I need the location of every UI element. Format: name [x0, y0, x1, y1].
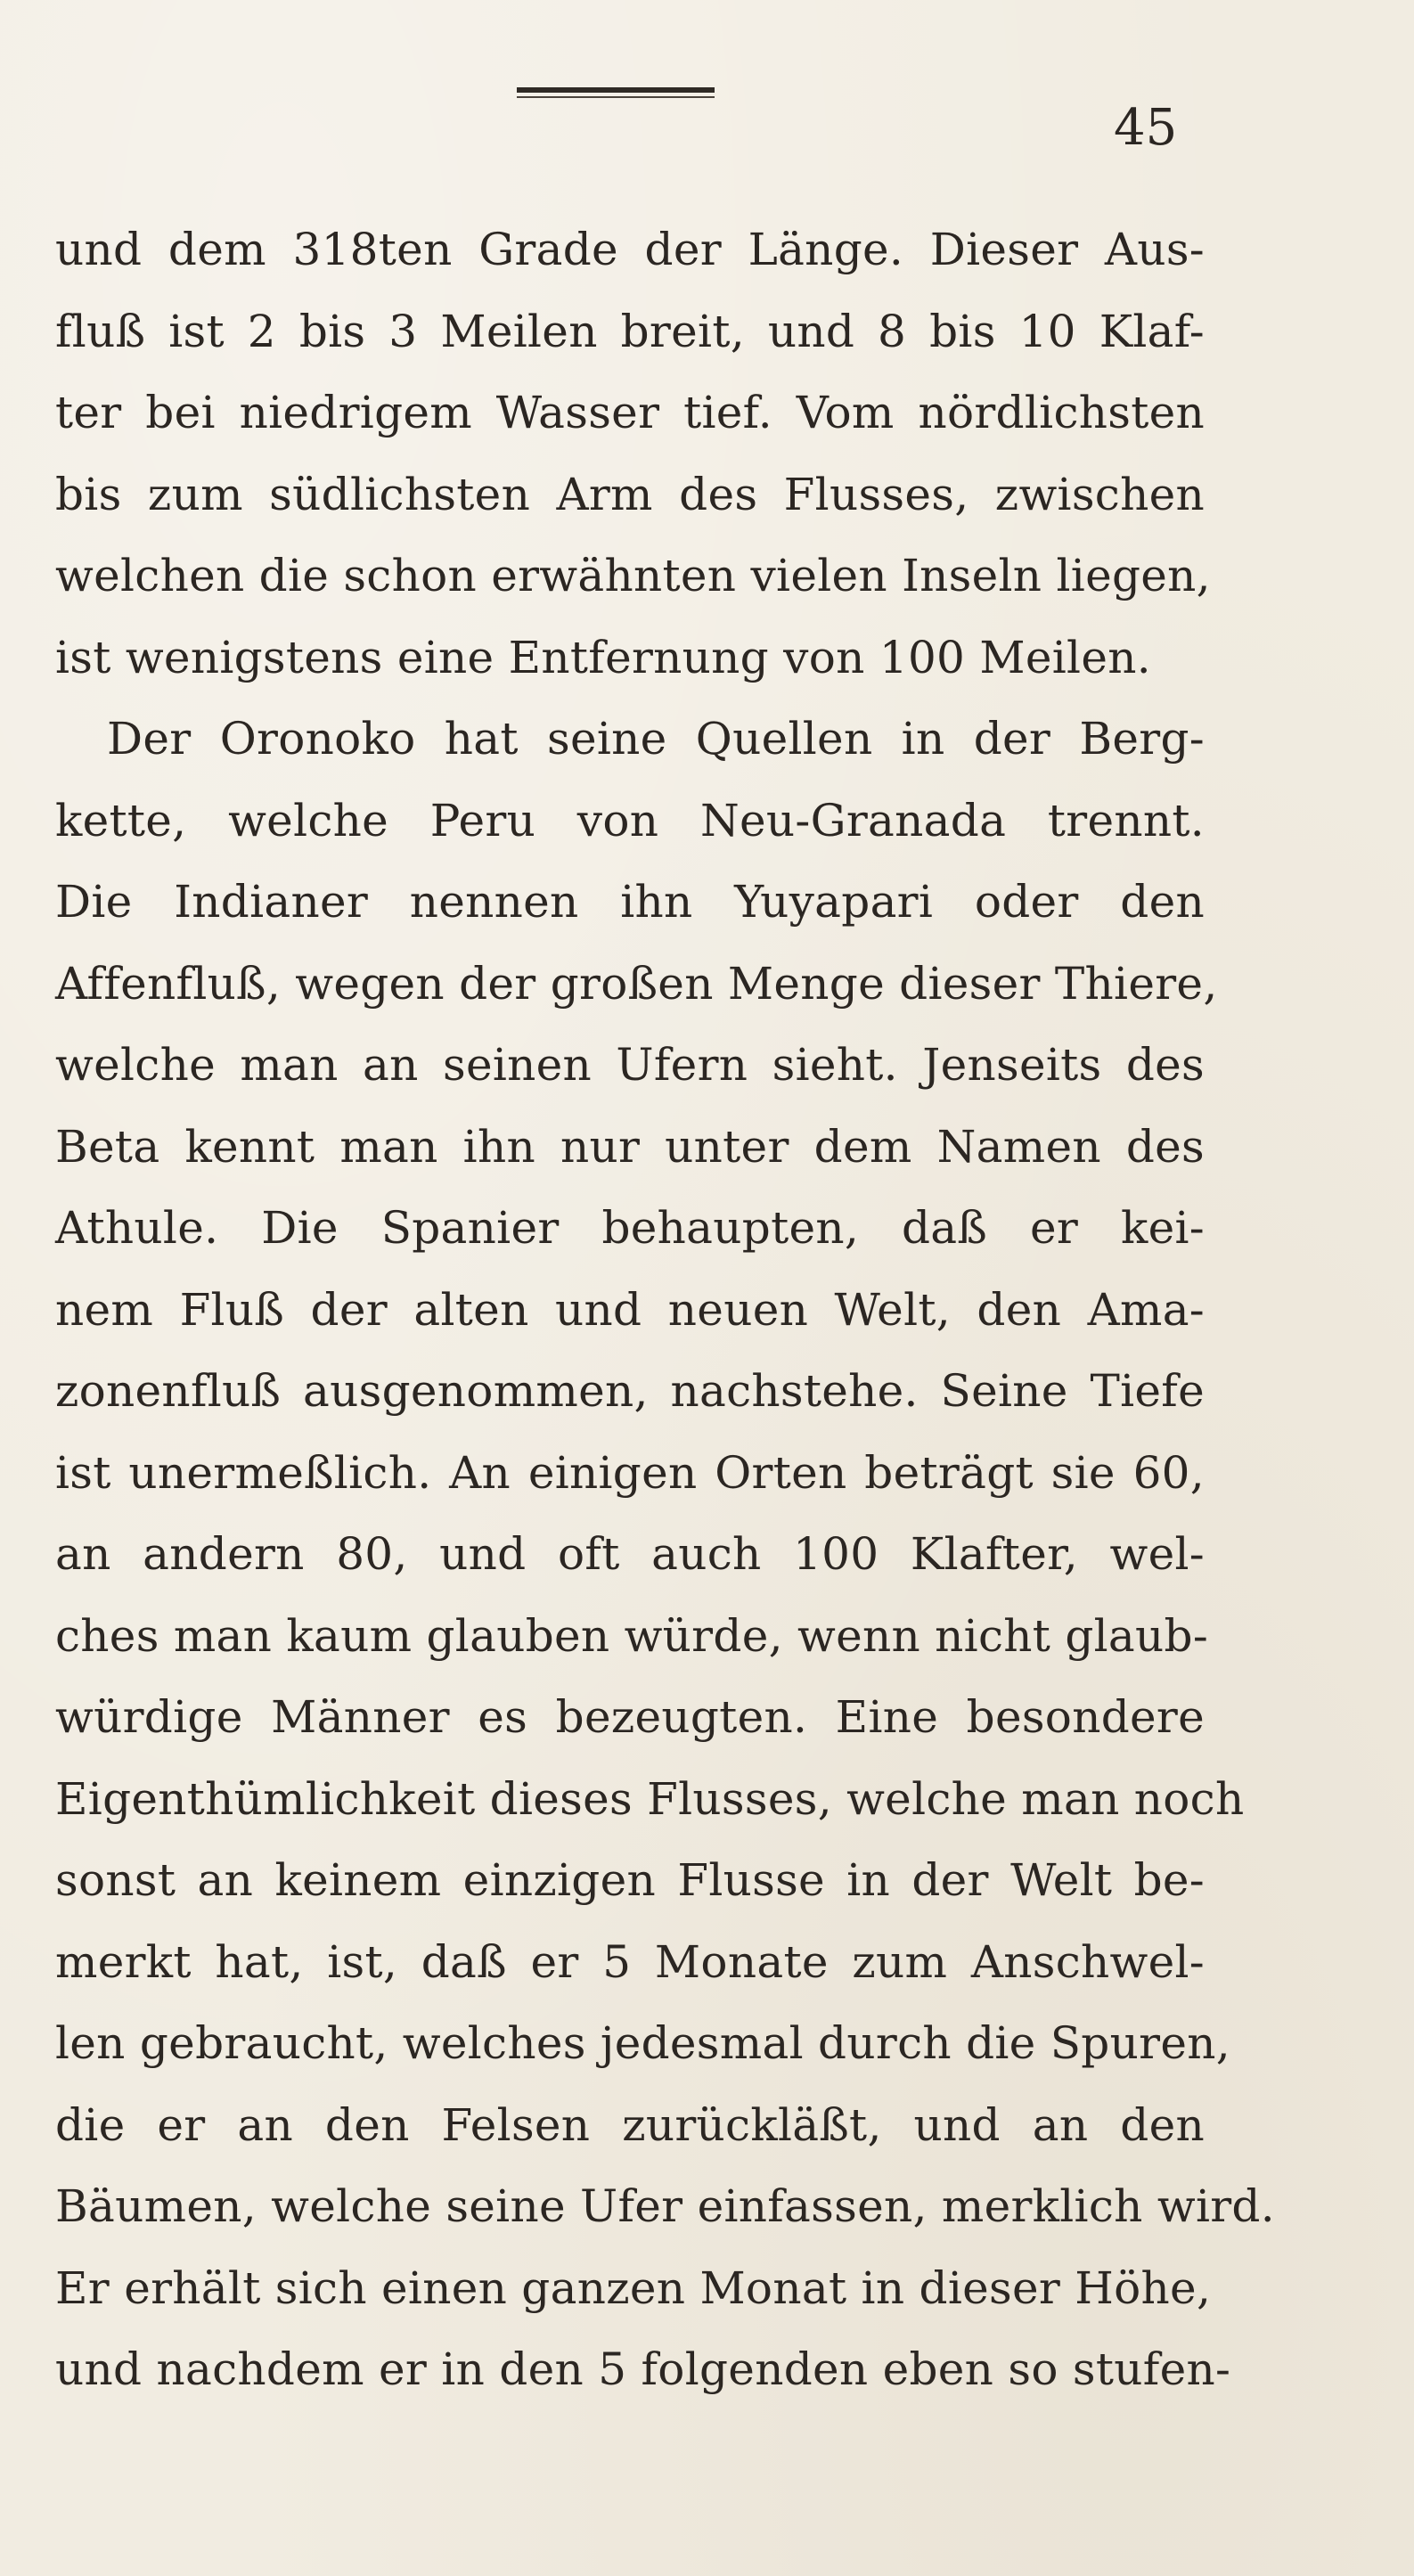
text-line: ches man kaum glauben würde, wenn nicht glaub- — [55, 1609, 1209, 1662]
text-line: Athule. Die Spanier behaupten, daß er kei- — [55, 1202, 1205, 1254]
text-line: welche man an seinen Ufern sieht. Jenseits des — [55, 1039, 1205, 1091]
text-line: Er erhält sich einen ganzen Monat in dieser Höhe, — [55, 2261, 1212, 2314]
text-line: fluß ist 2 bis 3 Meilen breit, und 8 bis 10 Klaf- — [55, 305, 1205, 357]
text-line: die er an den Felsen zurückläßt, und an den — [55, 2098, 1205, 2151]
text-line: Affenfluß, wegen der großen Menge dieser Thiere, — [55, 957, 1218, 1010]
header-rule — [517, 87, 715, 100]
text-line: würdige Männer es bezeugten. Eine besondere — [55, 1691, 1205, 1743]
header-rule-thick-line — [517, 87, 715, 93]
text-line: und dem 318ten Grade der Länge. Dieser Aus- — [55, 224, 1205, 275]
text-line: zonenfluß ausgenommen, nachstehe. Seine Tiefe — [55, 1365, 1205, 1417]
page-number: 45 — [1114, 99, 1178, 157]
paragraph-start-line: Der Oronoko hat seine Quellen in der Berg- — [107, 713, 1205, 765]
text-line: und nachdem er in den 5 folgenden eben so stufen- — [55, 2343, 1231, 2395]
text-line: welchen die schon erwähnten vielen Inseln liegen, — [55, 550, 1211, 601]
text-line: Beta kennt man ihn nur unter dem Namen des — [55, 1120, 1205, 1173]
text-line: Bäumen, welche seine Ufer einfassen, merklich wird. — [55, 2180, 1275, 2232]
body-text — [55, 209, 1275, 2411]
header-rule-thin-line — [517, 96, 715, 98]
text-line: len gebraucht, welches jedesmal durch die Spuren, — [55, 2017, 1230, 2069]
text-line: an andern 80, und oft auch 100 Klafter, wel- — [55, 1528, 1205, 1580]
text-line: ter bei niedrigem Wasser tief. Vom nördlichsten — [55, 387, 1205, 438]
text-line: Eigenthümlichkeit dieses Flusses, welche man noch — [55, 1772, 1245, 1825]
text-line: nem Fluß der alten und neuen Welt, den Ama- — [55, 1283, 1205, 1336]
text-line: ist unermeßlich. An einigen Orten beträgt sie 60, — [55, 1446, 1205, 1499]
text-line: kette, welche Peru von Neu-Granada trennt. — [55, 794, 1205, 846]
text-line: merkt hat, ist, daß er 5 Monate zum Anschwel- — [55, 1935, 1205, 1988]
text-line: bis zum südlichsten Arm des Flusses, zwischen — [55, 468, 1205, 520]
text-line: sonst an keinem einzigen Flusse in der Welt be- — [55, 1854, 1205, 1906]
text-line: Die Indianer nennen ihn Yuyapari oder den — [55, 876, 1205, 928]
paragraph-end-line: ist wenigstens eine Entfernung von 100 Meilen. — [55, 631, 1151, 683]
